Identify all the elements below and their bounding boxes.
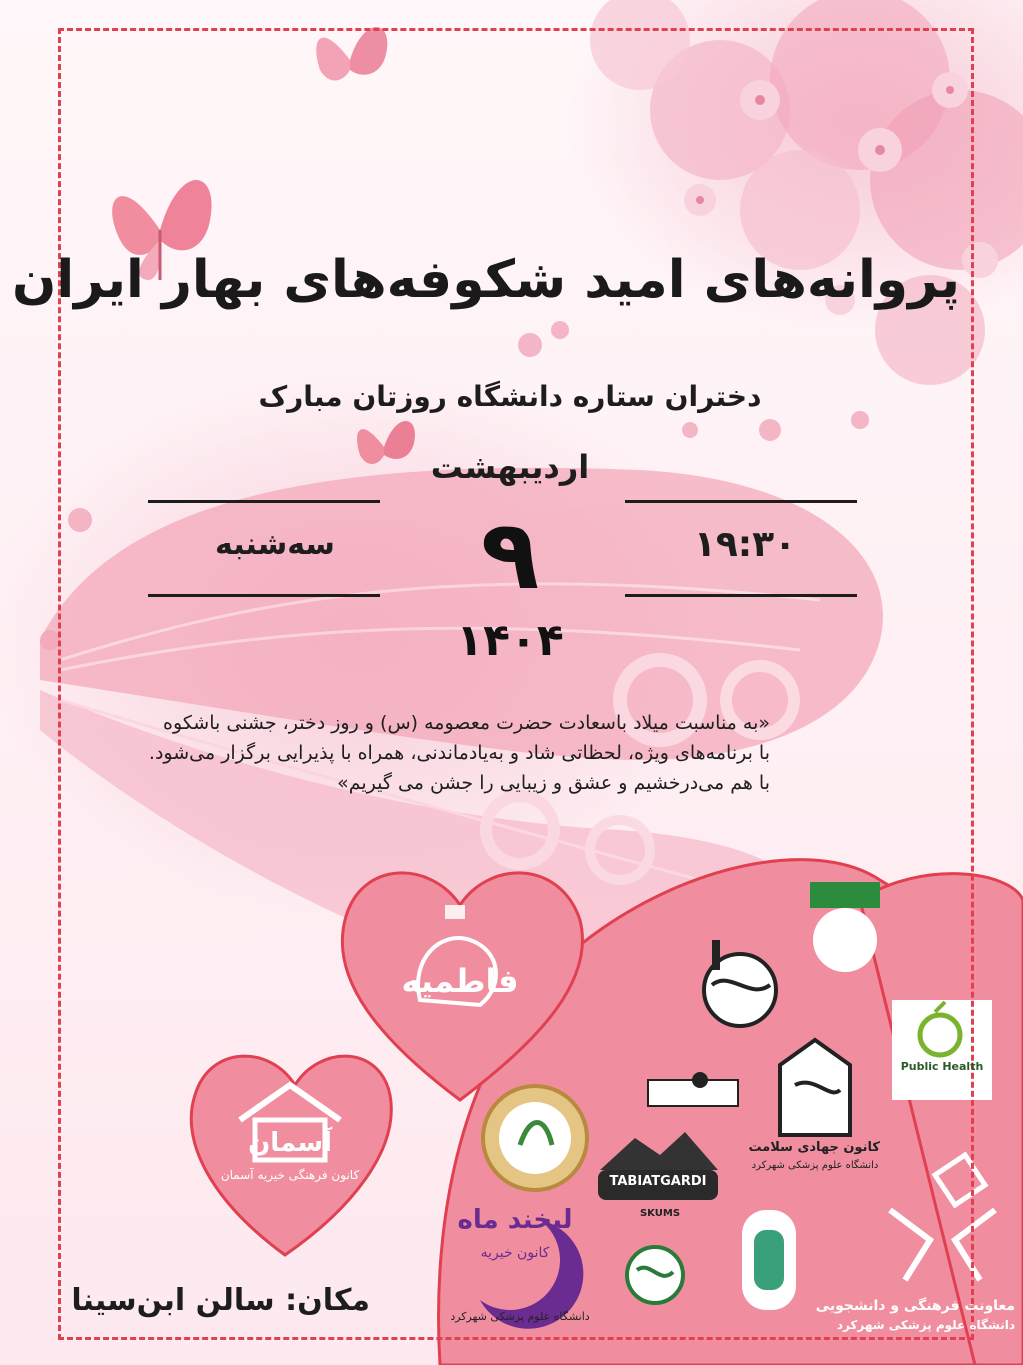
moavenat-logo-label: معاونت فرهنگی و دانشجویی — [815, 1298, 1015, 1314]
poster-subtitle: دختران ستاره دانشگاه روزتان مبارک — [258, 380, 762, 413]
lamp-logo-icon — [742, 1210, 796, 1310]
divider-line — [625, 594, 857, 597]
event-time: ۱۹:۳۰ — [693, 524, 797, 565]
moavenat-logo-sub: دانشگاه علوم پزشکی شهرکرد — [836, 1318, 1015, 1332]
cherry-blossom-cluster-icon — [590, 0, 1023, 385]
event-month: اردیبهشت — [430, 448, 590, 486]
description-line: با برنامه‌های ویژه، لحظاتی شاد و به‌یادماندنی، همراه با پذیرایی برگزار می‌شود. — [148, 742, 770, 764]
salamat-logo-sub: دانشگاه علوم پزشکی شهرکرد — [751, 1160, 879, 1171]
fatemieh-logo-label: فاطمیه — [401, 962, 519, 1000]
public-health-logo-label: Public Health — [900, 1060, 984, 1073]
event-year: ۱۴۰۴ — [456, 615, 564, 666]
event-weekday: سه‌شنبه — [215, 527, 335, 562]
butterfly-icon — [316, 27, 387, 81]
tabiatgardi-logo-label: TABIATGARDI — [609, 1174, 707, 1189]
event-day: ۹ — [480, 499, 540, 611]
description-line: «به مناسبت میلاد باسعادت حضرت معصومه (س) و روز دختر، جشنی باشکوه — [163, 712, 770, 734]
red-crescent-logo-icon — [810, 882, 880, 972]
lebkhand-logo-university: دانشگاه علوم پزشکی شهرکرد — [450, 1310, 590, 1323]
salamat-logo-label: کانون جهادی سلامت — [748, 1140, 880, 1155]
public-health-logo-icon — [892, 1000, 992, 1100]
globe-green-logo-icon — [627, 1247, 683, 1303]
divider-line — [625, 500, 857, 503]
lebkhand-logo-label: لبخند ماه — [457, 1205, 573, 1235]
aseman-logo-label: آسمان — [248, 1128, 332, 1158]
divider-line — [148, 594, 380, 597]
description-line: با هم می‌درخشیم و عشق و زیبایی را جشن می گیریم» — [337, 772, 770, 794]
aseman-logo-sub: کانون فرهنگی خیریه آسمان — [220, 1168, 360, 1182]
divider-line — [148, 500, 380, 503]
skums-logo-label: SKUMS — [639, 1208, 681, 1219]
event-description — [148, 708, 770, 798]
poster-title: پروانه‌های امید شکوفه‌های بهار ایران — [11, 250, 960, 310]
emblem-seal-logo-icon — [483, 1086, 587, 1190]
event-venue: مکان: سالن ابن‌سینا — [71, 1283, 370, 1318]
lebkhand-logo-sub: کانون خیریه — [480, 1245, 550, 1261]
